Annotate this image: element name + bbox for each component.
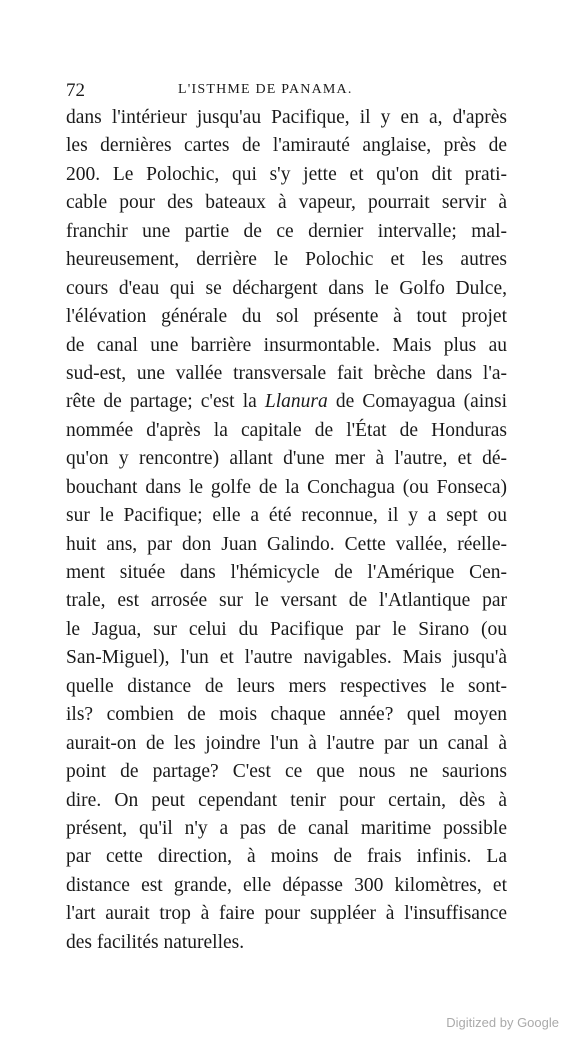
text-line: franchir une partie de ce dernier intervalle; mal-	[66, 220, 507, 242]
text-line: dans l'intérieur jusqu'au Pacifique, il y en a, d'après	[66, 107, 507, 128]
body-text	[66, 104, 507, 957]
text-line: sur le Pacifique; elle a été reconnue, il y a sept ou	[66, 505, 507, 527]
digitized-watermark: Digitized by Google	[446, 1015, 559, 1030]
text-line: ment située dans l'hémicycle de l'Amérique Cen-	[66, 562, 507, 583]
text-line: l'art aurait trop à faire pour suppléer à l'insuffisance	[66, 903, 507, 925]
text-segment: de Comayagua (ainsi	[327, 391, 507, 413]
text-line: cable pour des bateaux à vapeur, pourrait servir à	[66, 192, 507, 214]
text-line: dire. On peut cependant tenir pour certain, dès à	[66, 789, 507, 811]
page-number: 72	[66, 80, 85, 101]
text-line: San-Miguel), l'un et l'autre navigables. Mais jusqu'à	[66, 647, 507, 669]
text-line: nommée d'après la capitale de l'État de Honduras	[66, 419, 507, 441]
text-line: qu'on y rencontre) allant d'une mer à l'autre, et dé-	[66, 448, 507, 470]
running-title: L'ISTHME DE PANAMA.	[178, 82, 353, 97]
text-line: les dernières cartes de l'amirauté anglaise, près de	[66, 135, 507, 157]
text-line: cours d'eau qui se déchargent dans le Golfo Dulce,	[66, 277, 507, 299]
text-line	[66, 388, 507, 416]
text-line: bouchant dans le golfe de la Conchagua (ou Fonseca)	[66, 476, 507, 498]
text-segment: rête de partage; c'est la	[66, 391, 265, 413]
text-line: trale, est arrosée sur le versant de l'Atlantique par	[66, 590, 507, 612]
running-head	[66, 80, 507, 104]
text-line: 200. Le Polochic, qui s'y jette et qu'on dit prati-	[66, 163, 507, 185]
text-line: de canal une barrière insurmontable. Mais plus au	[66, 334, 507, 356]
text-line: quelle distance de leurs mers respectives le sont-	[66, 675, 507, 697]
text-line: point de partage? C'est ce que nous ne saurions	[66, 761, 507, 783]
text-line: aurait-on de les joindre l'un à l'autre par un canal à	[66, 732, 507, 754]
italic-term: Llanura	[264, 391, 328, 413]
text-line: sud-est, une vallée transversale fait brèche dans l'a-	[66, 362, 507, 384]
text-line: distance est grande, elle dépasse 300 kilomètres, et	[66, 874, 507, 896]
text-line: des facilités naturelles.	[66, 931, 245, 953]
text-line: par cette direction, à moins de frais infinis. La	[66, 846, 507, 868]
text-line: le Jagua, sur celui du Pacifique par le Sirano (ou	[66, 618, 507, 640]
text-line: présent, qu'il n'y a pas de canal maritime possible	[66, 817, 507, 839]
text-line: huit ans, par don Juan Galindo. Cette vallée, réelle-	[66, 533, 507, 555]
text-line: heureusement, derrière le Polochic et les autres	[66, 249, 507, 271]
text-line: l'élévation générale du sol présente à tout projet	[66, 306, 507, 328]
text-line: ils? combien de mois chaque année? quel moyen	[66, 704, 507, 726]
